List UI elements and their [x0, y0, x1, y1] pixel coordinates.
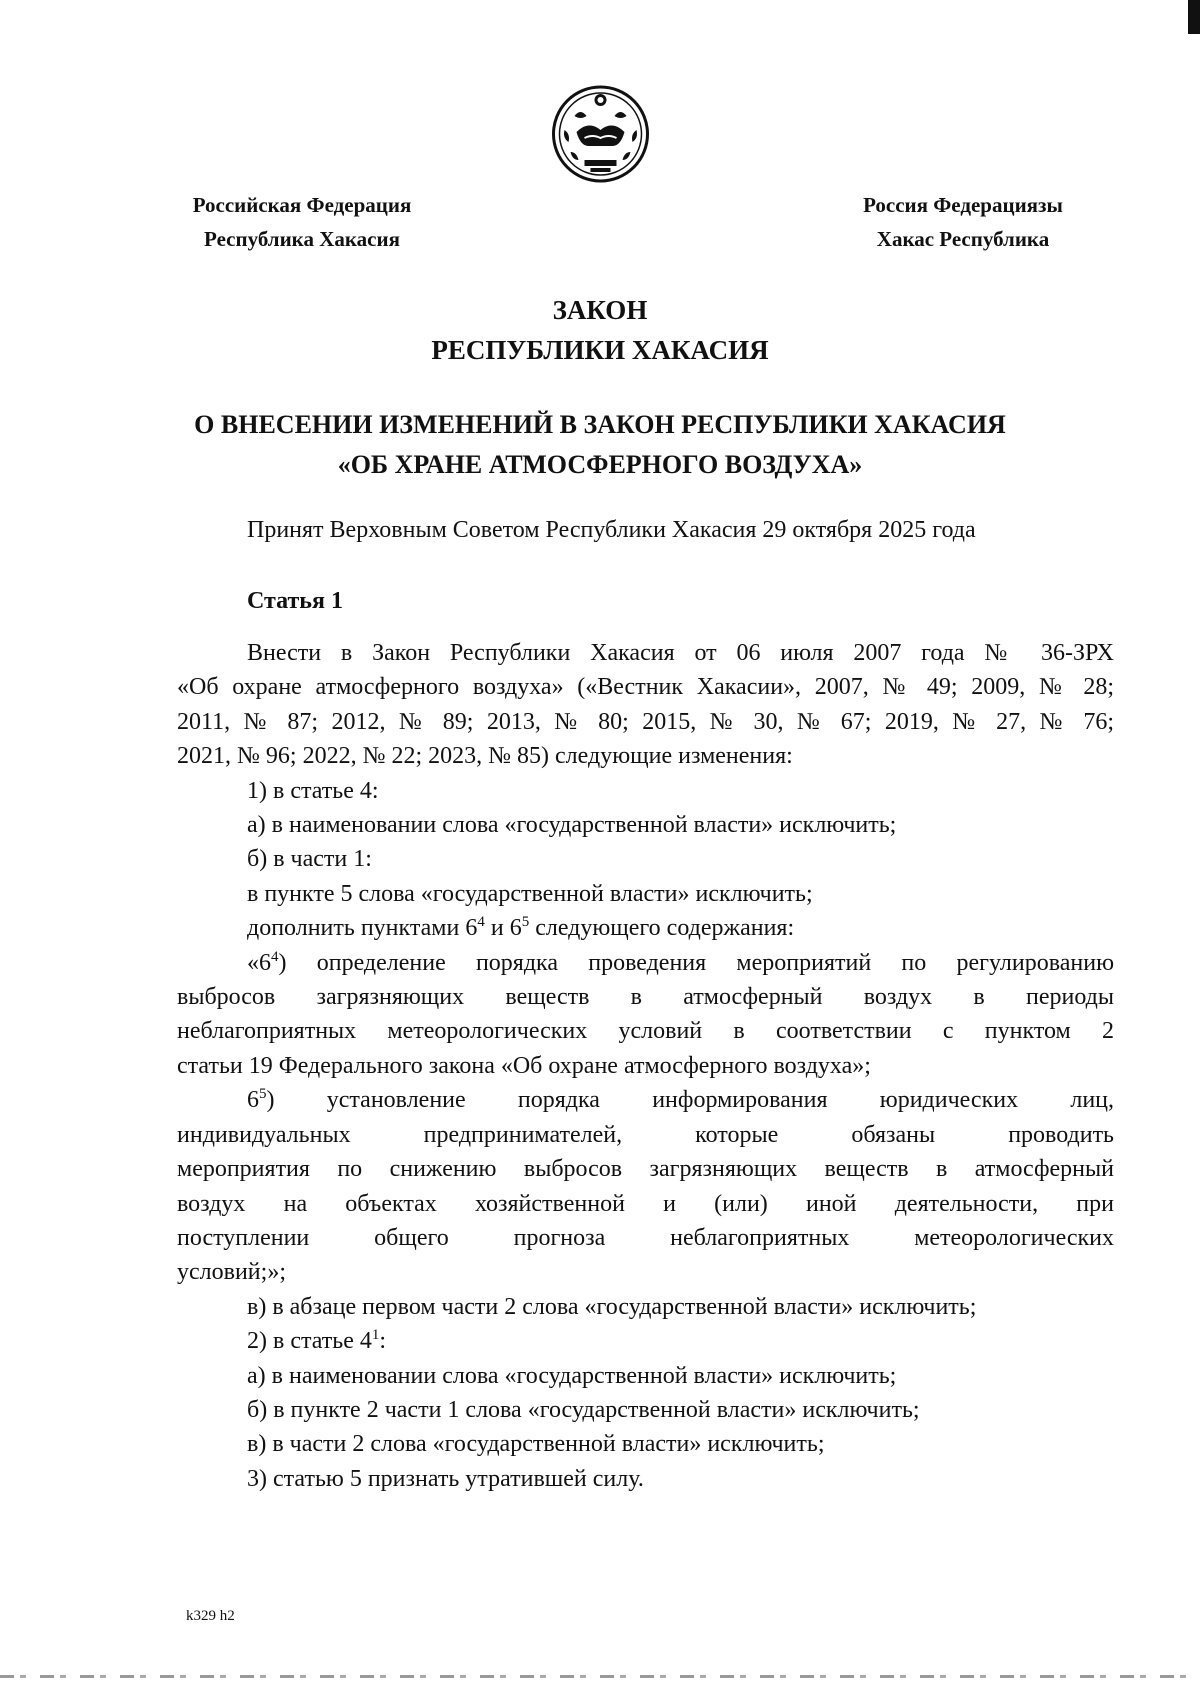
point-6-4-line-3: неблагоприятных метеорологических условий в соответствии с пунктом 2	[177, 1018, 1114, 1045]
item-1: 1) в статье 4:	[247, 777, 379, 804]
intro-line-2: «Об охране атмосферного воздуха» («Вестник Хакасии», 2007, № 49; 2009, № 28;	[177, 674, 1114, 701]
point-6-4-text: ) определение порядка проведения мероприятий по регулированию	[278, 949, 1114, 976]
article-heading: Статья 1	[247, 588, 343, 614]
scan-edge-line	[0, 1675, 1200, 1678]
point-6-5-prefix: 6	[247, 1087, 259, 1114]
item-1a: а) в наименовании слова «государственной власти» исключить;	[247, 812, 897, 839]
add-points-tail: следующего содержания:	[529, 915, 795, 942]
item-2a: а) в наименовании слова «государственной власти» исключить;	[247, 1362, 897, 1389]
point-6-5-line-2: индивидуальных предпринимателей, которые обязаны проводить	[177, 1121, 1114, 1148]
superscript-4: 4	[271, 948, 279, 965]
superscript-1: 1	[371, 1327, 380, 1344]
superscript-4: 4	[477, 914, 485, 931]
header-right-country: Россия Федерациязы	[863, 193, 1063, 217]
law-title-line1: ЗАКОН	[552, 295, 648, 325]
scan-corner-mark	[1188, 0, 1200, 34]
law-title	[0, 290, 1200, 370]
header-left-country: Российская Федерация	[192, 193, 412, 217]
item-1b: б) в части 1:	[247, 846, 372, 873]
header-right	[833, 188, 1093, 256]
point-6-5-line-1	[177, 1083, 1114, 1117]
item-1b-add-points	[177, 911, 1114, 945]
item-1c: в) в абзаце первом части 2 слова «государственной власти» исключить;	[247, 1293, 977, 1320]
point-6-5-line-5: поступлении общего прогноза неблагоприятных метеорологических	[177, 1224, 1114, 1251]
header-left-republic: Республика Хакасия	[204, 227, 400, 251]
point-6-4-line-2: выбросов загрязняющих веществ в атмосферный воздух в периоды	[177, 984, 1114, 1011]
intro-line-4: 2021, № 96; 2022, № 22; 2023, № 85) следующие изменения:	[177, 743, 793, 770]
item-2b: б) в пункте 2 части 1 слова «государственной власти» исключить;	[247, 1396, 920, 1423]
adoption-statement: Принят Верховным Советом Республики Хакасия 29 октября 2025 года	[247, 517, 976, 543]
point-6-5-line-6: условий;»;	[177, 1259, 286, 1286]
law-title-line2: РЕСПУБЛИКИ ХАКАСИЯ	[431, 335, 769, 365]
header-left	[172, 188, 432, 256]
point-6-4-prefix: «6	[247, 949, 271, 976]
law-subject	[0, 405, 1200, 485]
point-6-5-text: ) установление порядка информирования юридических лиц,	[266, 1087, 1114, 1114]
point-6-4-line-4: статьи 19 Федерального закона «Об охране атмосферного воздуха»;	[177, 1052, 871, 1079]
law-subject-line2: «ОБ ХРАНЕ АТМОСФЕРНОГО ВОЗДУХА»	[337, 450, 863, 479]
point-6-5-line-4: воздух на объектах хозяйственной и (или) иной деятельности, при	[177, 1190, 1114, 1217]
add-points-and: и 6	[484, 915, 522, 942]
intro-line-3: 2011, № 87; 2012, № 89; 2013, № 80; 2015, № 30, № 67; 2019, № 27, № 76;	[177, 708, 1114, 735]
item-1b-point5: в пункте 5 слова «государственной власти» исключить;	[247, 880, 813, 907]
article-body	[177, 636, 1114, 1496]
point-6-5-line-3: мероприятия по снижению выбросов загрязняющих веществ в атмосферный	[177, 1156, 1114, 1183]
emblem-khakassia-icon	[548, 84, 653, 184]
document-code: k329 h2	[186, 1608, 235, 1624]
item-2c: в) в части 2 слова «государственной власти» исключить;	[247, 1431, 825, 1458]
intro-line-1: Внести в Закон Республики Хакасия от 06 июля 2007 года № 36-ЗРХ	[247, 640, 1114, 666]
item-3: 3) статью 5 признать утратившей силу.	[247, 1465, 644, 1492]
law-subject-line1: О ВНЕСЕНИИ ИЗМЕНЕНИЙ В ЗАКОН РЕСПУБЛИКИ ХАКАСИЯ	[194, 410, 1006, 439]
item-2	[177, 1324, 1114, 1358]
item-2-text: 2) в статье 4	[247, 1328, 372, 1355]
add-points-text: дополнить пунктами 6	[247, 915, 478, 942]
superscript-5: 5	[521, 914, 530, 931]
header-right-republic: Хакас Республика	[876, 227, 1050, 251]
item-2-colon: :	[379, 1328, 387, 1355]
point-6-4-line-1	[177, 946, 1114, 980]
superscript-5: 5	[259, 1086, 267, 1103]
